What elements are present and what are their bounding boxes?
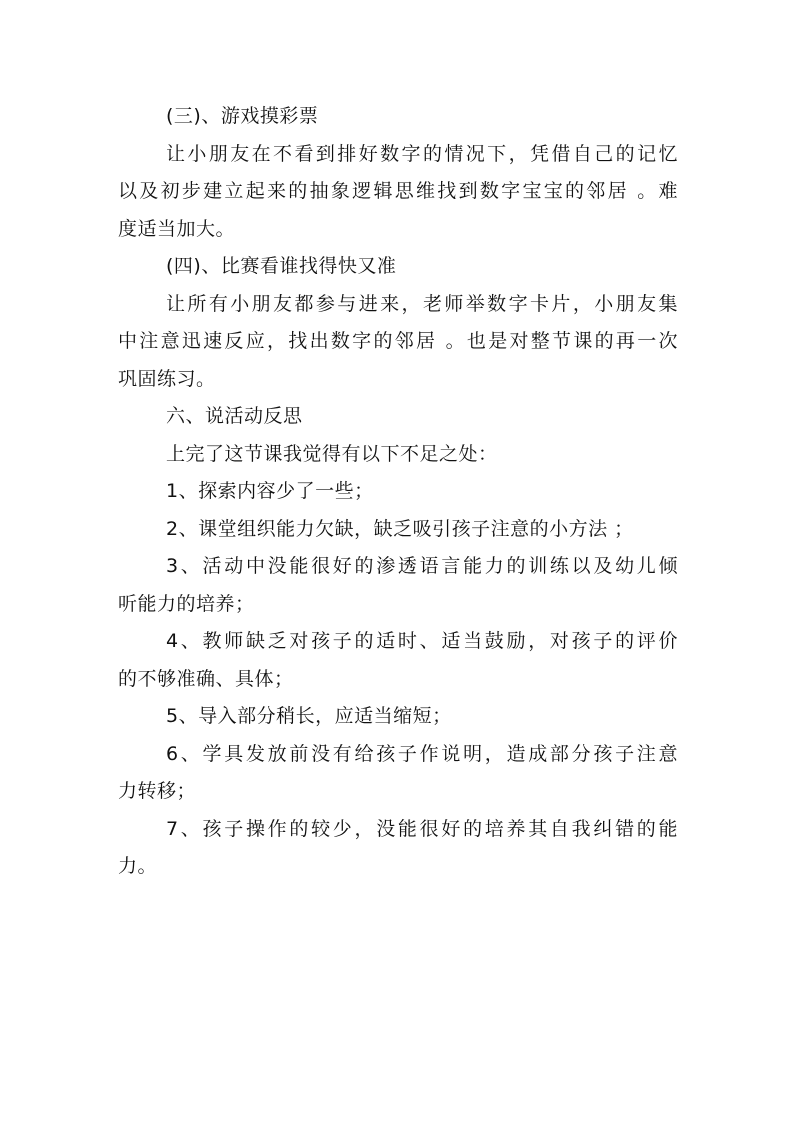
paragraph-line: 让所有小朋友都参与进来，老师举数字卡片，小朋友集 bbox=[166, 292, 678, 315]
list-item-continuation: 力转移； bbox=[118, 780, 197, 802]
paragraph-line: 上完了这节课我觉得有以下不足之处： bbox=[166, 442, 498, 465]
list-item: 7、孩子操作的较少，没能很好的培养其自我纠错的能 bbox=[166, 817, 678, 840]
document-body bbox=[118, 98, 678, 886]
list-item: 3、活动中没能很好的渗透语言能力的训练以及幼儿倾 bbox=[166, 555, 678, 577]
list-item: 1、探索内容少了一些； bbox=[166, 480, 374, 502]
list-item: 6、学具发放前没有给孩子作说明，造成部分孩子注意 bbox=[166, 742, 678, 765]
paragraph-line: 让小朋友在不看到排好数字的情况下，凭借自己的记忆 bbox=[166, 142, 678, 165]
list-item-continuation: 的不够准确、具体； bbox=[118, 667, 294, 690]
section-heading-competition: (四)、比赛看谁找得快又准 bbox=[166, 255, 397, 277]
list-item: 4、教师缺乏对孩子的适时、适当鼓励，对孩子的评价 bbox=[166, 630, 678, 652]
paragraph-line: 中注意迅速反应，找出数字的邻居 。也是对整节课的再一次 bbox=[118, 330, 678, 352]
list-item-continuation: 听能力的培养； bbox=[118, 592, 255, 615]
list-item: 2、课堂组织能力欠缺，缺乏吸引孩子注意的小方法 ； bbox=[166, 517, 634, 540]
section-heading-game-lottery: (三)、游戏摸彩票 bbox=[166, 105, 319, 127]
paragraph-line: 以及初步建立起来的抽象逻辑思维找到数字宝宝的邻居 。难 bbox=[118, 180, 678, 202]
paragraph-line: 巩固练习。 bbox=[118, 367, 216, 390]
list-item-continuation: 力。 bbox=[118, 855, 158, 877]
section-heading-reflection: 六、说活动反思 bbox=[166, 405, 303, 427]
list-item: 5、导入部分稍长，应适当缩短； bbox=[166, 705, 452, 727]
paragraph-line: 度适当加大。 bbox=[118, 217, 236, 240]
